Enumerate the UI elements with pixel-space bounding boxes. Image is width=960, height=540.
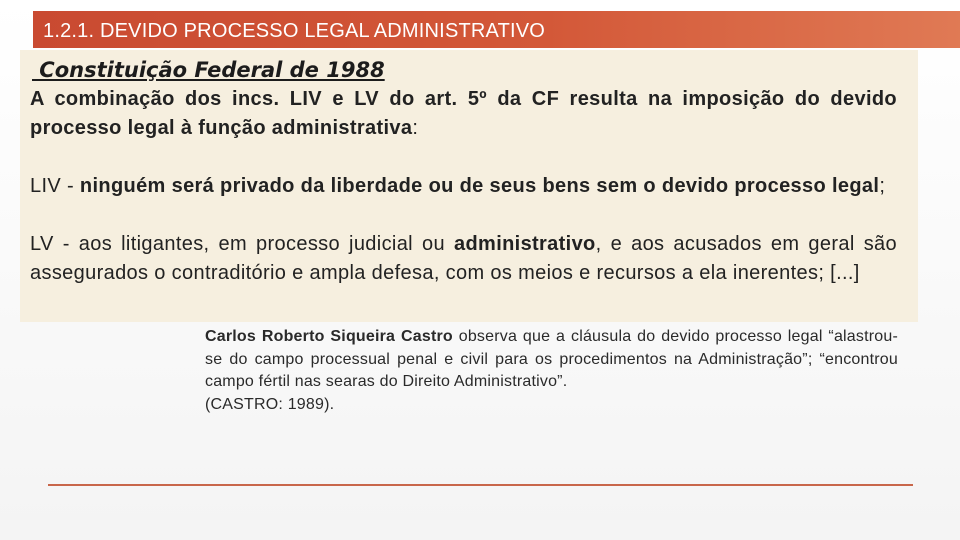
paragraph-liv [30, 172, 897, 201]
paragraph-lv-lead: LV - aos litigantes, em processo judicial ou [30, 233, 455, 255]
paragraph-liv-lead: LIV - [30, 175, 80, 197]
paragraph-lv [30, 230, 897, 288]
quote-citation: (CASTRO: 1989). [205, 395, 335, 413]
slide-title: 1.2.1. DEVIDO PROCESSO LEGAL ADMINISTRATIVO [43, 20, 546, 42]
doctrine-quote [205, 326, 898, 416]
bottom-divider [48, 484, 913, 486]
quote-author: Carlos Roberto Siqueira Castro [205, 328, 453, 345]
paragraph-intro-bold: A combinação dos incs. LIV e LV do art. 5º da CF resulta na imposição do devido processo legal à função administrativa [30, 88, 897, 139]
paragraph-intro [30, 85, 897, 143]
paragraph-liv-tail: ; [879, 175, 886, 197]
paragraph-lv-tail: , e aos acusados em geral são assegurados o contraditório e ampla defesa, com os meios e recursos a ela inerentes; [...] [30, 233, 897, 284]
quote-text: observa que a cláusula do devido processo legal “alastrou-se do campo processual penal e civil para os procedimentos na Administração”; “encontrou campo fértil nas searas do Direito Administrativo”. [205, 328, 898, 390]
subheading: Constituição Federal de 1988 [32, 58, 385, 82]
constitution-excerpt-box [20, 50, 918, 322]
paragraph-lv-bold: administrativo [454, 233, 596, 255]
title-bar [33, 11, 960, 48]
paragraph-liv-bold: ninguém será privado da liberdade ou de seus bens sem o devido processo legal [79, 175, 880, 197]
paragraph-intro-tail: : [412, 117, 419, 139]
